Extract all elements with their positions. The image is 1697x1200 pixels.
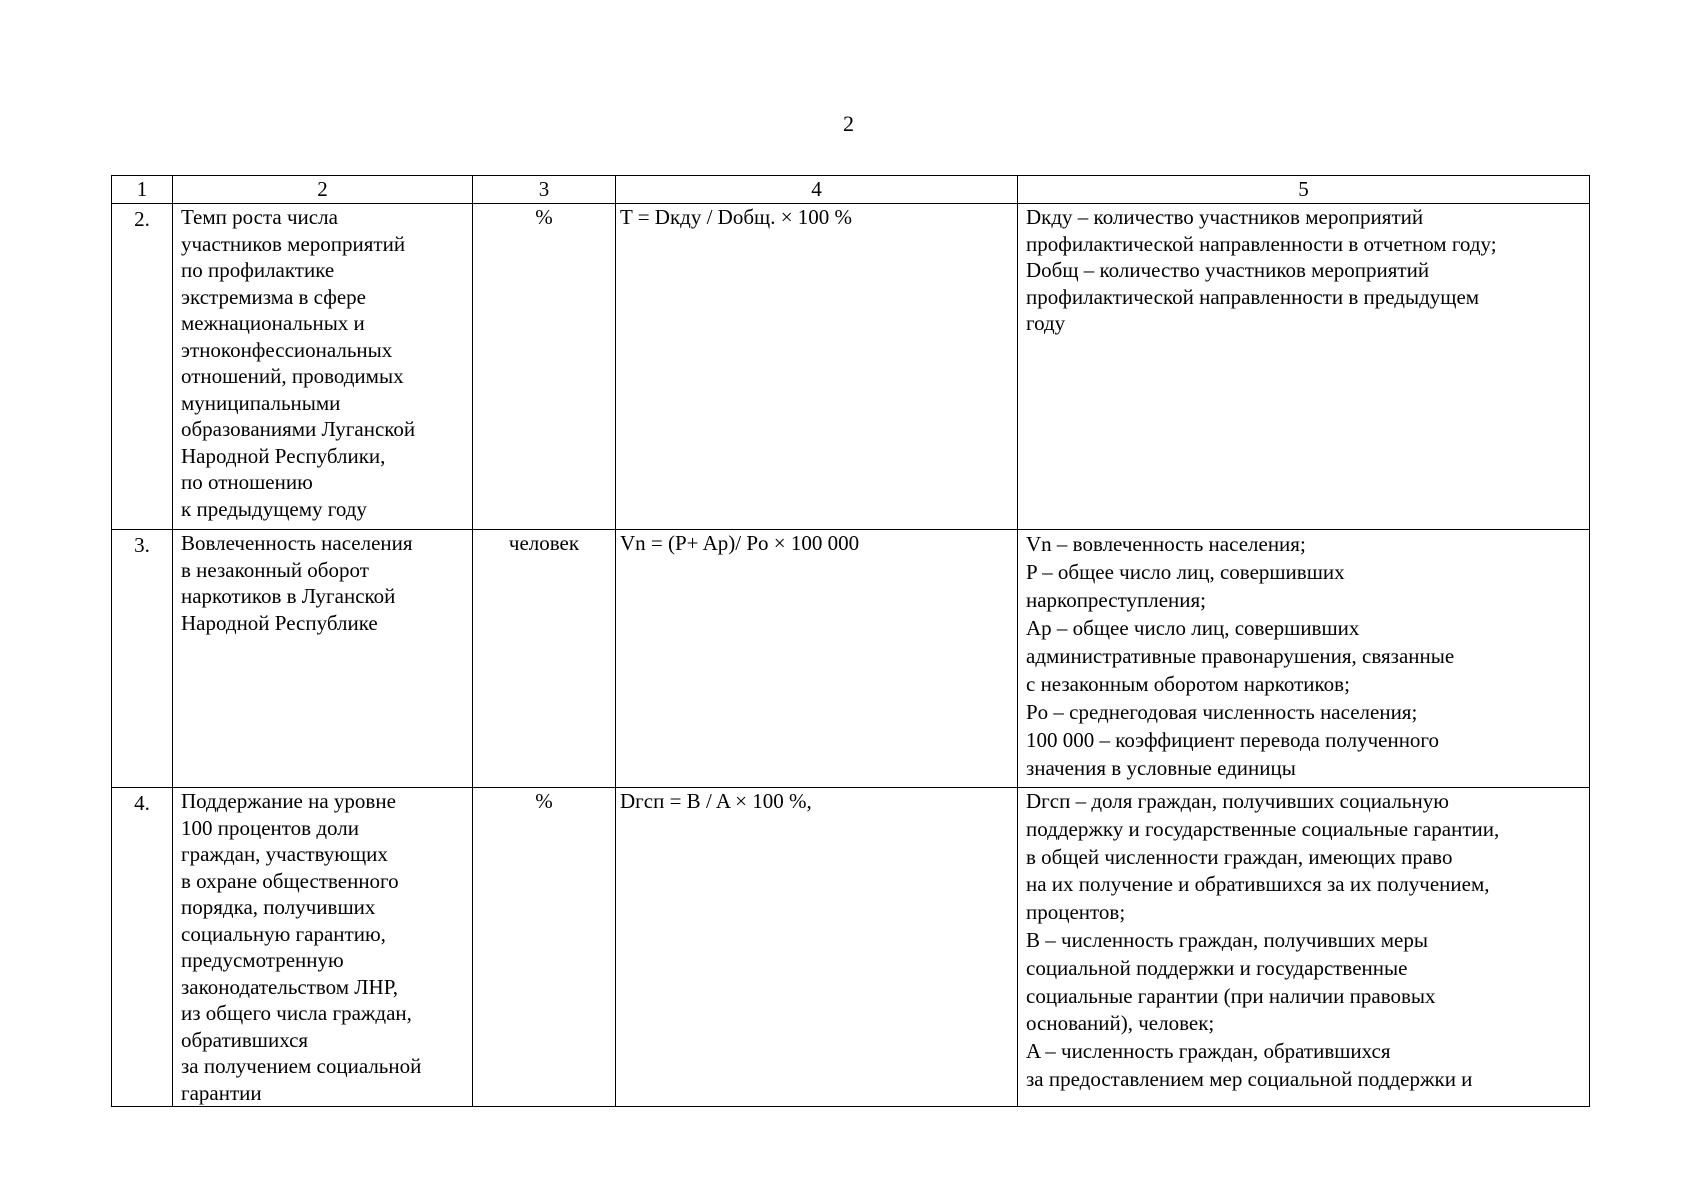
unit-of-measure: % — [473, 204, 616, 530]
unit-of-measure: человек — [473, 530, 616, 788]
row-number: 3. — [112, 530, 173, 788]
formula: Vn = (P+ Ap)/ Po × 100 000 — [616, 530, 1018, 788]
indicators-table — [111, 175, 1590, 1107]
table-row — [112, 204, 1590, 530]
formula-description: Vn – вовлеченность населения; P – общее число лиц, совершивших наркопреступления; Ap – общее число лиц, совершивших административные правонарушения, связанные с незаконным оборотом наркотиков; Po – среднегодовая численность населения; 100 000 – коэффициент перевода полученного значения в условные единицы — [1018, 530, 1590, 788]
formula: T = Dкду / Dобщ. × 100 % — [616, 204, 1018, 530]
header-cell: 4 — [616, 176, 1018, 204]
header-cell: 3 — [473, 176, 616, 204]
page-number: 2 — [843, 111, 854, 136]
indicator-name: Поддержание на уровне 100 процентов доли граждан, участвующих в охране общественного порядка, получивших социальную гарантию, предусмотренную законодательством ЛНР, из общего числа граждан, обратившихся за получением социальной гарантии — [173, 788, 473, 1107]
header-cell: 2 — [173, 176, 473, 204]
table-row — [112, 788, 1590, 1107]
formula: Dгсп = B / A × 100 %, — [616, 788, 1018, 1107]
table-header-row — [112, 176, 1590, 204]
header-cell: 1 — [112, 176, 173, 204]
table-row — [112, 530, 1590, 788]
row-number: 2. — [112, 204, 173, 530]
indicator-name: Темп роста числа участников мероприятий по профилактике экстремизма в сфере межнациональных и этноконфессиональных отношений, проводимых муниципальными образованиями Луганской Народной Республики, по отношению к предыдущему году — [173, 204, 473, 530]
formula-description: Dгсп – доля граждан, получивших социальную поддержку и государственные социальные гарантии, в общей численности граждан, имеющих право на их получение и обратившихся за их получением, процентов; B – численность граждан, получивших меры социальной поддержки и государственные социальные гарантии (при наличии правовых оснований), человек; A – численность граждан, обратившихся за предоставлением мер социальной поддержки и — [1018, 788, 1590, 1107]
header-cell: 5 — [1018, 176, 1590, 204]
unit-of-measure: % — [473, 788, 616, 1107]
row-number: 4. — [112, 788, 173, 1107]
indicator-name: Вовлеченность населения в незаконный оборот наркотиков в Луганской Народной Республике — [173, 530, 473, 788]
formula-description: Dкду – количество участников мероприятий профилактической направленности в отчетном году; Dобщ – количество участников мероприятий профилактической направленности в предыдущем году — [1018, 204, 1590, 530]
